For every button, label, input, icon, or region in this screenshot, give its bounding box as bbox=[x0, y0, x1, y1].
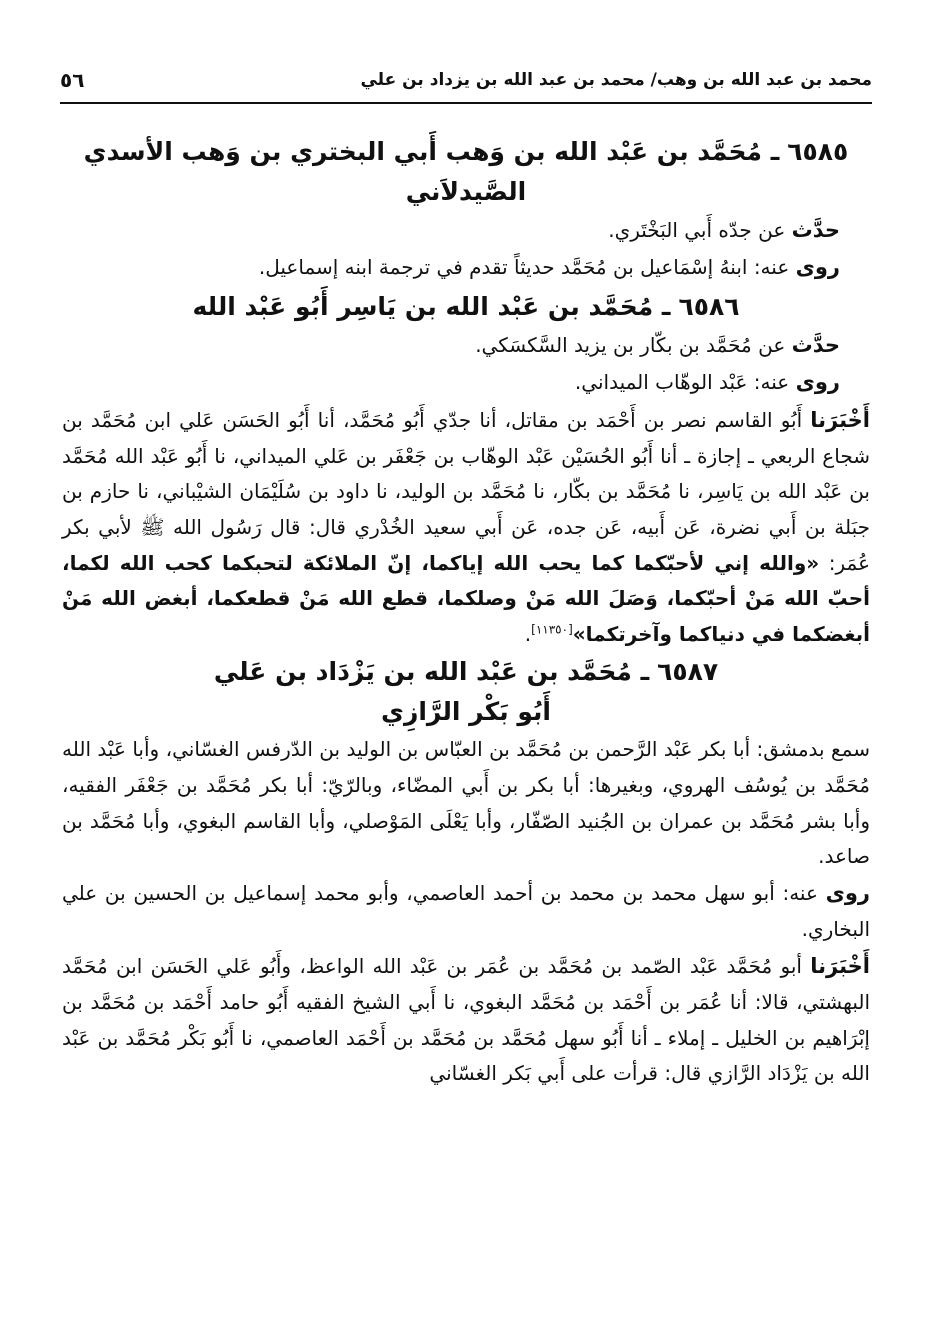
footnote-ref: [١١٣٥٠] bbox=[531, 622, 573, 637]
page-header bbox=[60, 58, 872, 104]
entry-number: ٦٥٨٧ bbox=[657, 657, 719, 687]
entry-title: ٦٥٨٧ـ مُحَمَّد بن عَبْد الله بن يَزْدَاد بن عَلي bbox=[213, 657, 719, 687]
haddath-line bbox=[62, 212, 870, 249]
entry-subtitle: أَبُو بَكْر الرَّازِي bbox=[381, 697, 551, 727]
haddath-label: حدَّث bbox=[791, 218, 840, 242]
entry-name: مُحَمَّد بن عَبْد الله بن يَزْدَاد بن عَلي bbox=[213, 657, 632, 687]
rawa-line bbox=[62, 875, 870, 948]
entry-name: مُحَمَّد بن عَبْد الله بن يَاسِر أَبُو عَبْد الله bbox=[192, 291, 654, 321]
page-number: ٥٦ bbox=[60, 68, 85, 92]
entry-number: ٦٥٨٦ bbox=[678, 291, 740, 321]
rawa-text: عنه: ابنهُ إسْمَاعيل بن مُحَمَّد حديثاً تقدم في ترجمة ابنه إسماعيل. bbox=[258, 255, 790, 280]
akhbarana-label: أَخْبَرَنا bbox=[810, 407, 871, 432]
rawa-line bbox=[62, 364, 870, 401]
rawa-text: عنه: عَبْد الوهّاب الميداني. bbox=[574, 370, 790, 395]
hadith-quote: «والله إني لأحبّكما كما يحب الله إياكما، إنّ الملائكة لتحبكما كحب الله لكما، أحبّ الله مَنْ أحبّكما، وَصَلَ الله مَنْ وصلكما، قطع الله مَنْ قطعكما، أبغض الله مَنْ أبغضكما في دنياكما وآخرتكما» bbox=[62, 550, 870, 646]
rawa-label: روى bbox=[795, 370, 840, 395]
haddath-line bbox=[62, 327, 870, 364]
page-body bbox=[62, 132, 870, 1092]
entry-name: مُحَمَّد بن عَبْد الله بن وَهب أَبي البختري بن وَهب الأسدي الصَّيدلاَني bbox=[83, 137, 763, 206]
entry-title: ٦٥٨٦ـ مُحَمَّد بن عَبْد الله بن يَاسِر أَبُو عَبْد الله bbox=[192, 291, 740, 321]
sami-paragraph: سمع بدمشق: أبا بكر عَبْد الرَّحمن بن مُحَمَّد بن العبّاس بن الوليد بن الدّرفس الغسّاني، وأبا عَبْد الله مُحَمَّد بن يُوسُف الهروي، وبغيرها: أبا بكر بن أَبي المضّاء، وبالرّيّ: أبا بكر مُحَمَّد بن جَعْفَر الفقيه، وأبا بشر مُحَمَّد بن عمران بن الجُنيد الصّفّار، وأبا يَعْلَى المَوْصلي، وأبا القاسم البغوي، وأبا مُحَمَّد بن صاعد. bbox=[62, 737, 870, 869]
rawa-label: روى bbox=[825, 880, 870, 905]
entry-title: ٦٥٨٥ـ مُحَمَّد بن عَبْد الله بن وَهب أَبي البختري بن وَهب الأسدي الصَّيدلاَني bbox=[83, 137, 849, 206]
akhbarana-paragraph bbox=[62, 948, 870, 1092]
entry-number: ٦٥٨٥ bbox=[787, 137, 849, 166]
rawa-text: عنه: أبو سهل محمد بن محمد بن أحمد العاصمي، وأبو محمد إسماعيل بن الحسين بن علي البخاري. bbox=[62, 880, 870, 942]
rawa-line bbox=[62, 249, 870, 286]
haddath-text: عن جدّه أَبي البَخْتَري. bbox=[608, 218, 786, 242]
akhbarana-text: أبو مُحَمَّد عَبْد الصّمد بن مُحَمَّد بن عُمَر بن عَبْد الله الواعظ، وأَبُو عَلي الحَسَن ابن مُحَمَّد البهشتي، قالا: أنا عُمَر بن أَحْمَد بن مُحَمَّد البغوي، نا أَبي الشيخ الفقيه أَبُو حامد أَحْمَد بن مُحَمَّد بن إبْرَاهيم بن الخليل ـ إملاء ـ أنا أَبُو سهل مُحَمَّد بن مُحَمَّد بن أَحْمَد العاصمي، نا أَبُو بَكْر مُحَمَّد بن عَبْد الله بن يَزْدَاد الرَّازي قال: قرأت على أَبي بَكر الغسّاني bbox=[62, 953, 870, 1086]
akhbarana-label: أَخْبَرَنا bbox=[810, 953, 870, 978]
akhbarana-paragraph: أَخْبَرَنا أَبُو القاسم نصر بن أَحْمَد بن مقاتل، أنا جدّي أَبُو مُحَمَّد، أنا أَبُو الحَسَن عَلي ابن مُحَمَّد بن شجاع الربعي ـ إجازة ـ أنا أَبُو الحُسَيْن عَبْد الوهّاب بن جَعْفَر بن عَلي الميداني، نا أَبُو عَبْد الله مُحَمَّد بن عَبْد الله بن يَاسِر، نا مُحَمَّد بن بكّار، نا مُحَمَّد بن الوليد، نا داود بن سُلَيْمَان الشيْباني، نا حازم بن جبَلة بن أَبي نضرة، عَن أَبيه، عَن جده، عَن أَبي سعيد الخُدْري قال: قال رَسُول الله ﷺ لأبي بكر عُمَر: «والله إني لأحبّكما كما يحب الله إياكما، إنّ الملائكة لتحبكما كحب الله لكما، أحبّ الله مَنْ أحبّكما، وَصَلَ الله مَنْ وصلكما، قطع الله مَنْ قطعكما، أبغض الله مَنْ أبغضكما في دنياكما وآخرتكما»[١١٣٥٠]. bbox=[62, 407, 871, 646]
haddath-label: حدَّث bbox=[791, 332, 840, 357]
rawa-label: روى bbox=[795, 255, 840, 280]
haddath-text: عن مُحَمَّد بن بكّار بن يزيد السَّكسَكي. bbox=[475, 332, 786, 357]
akhbarana-text: أَبُو القاسم نصر بن أَحْمَد بن مقاتل، أنا جدّي أَبُو مُحَمَّد، أنا أَبُو الحَسَن عَلي ابن مُحَمَّد بن شجاع الربعي ـ إجازة ـ أنا أَبُو الحُسَيْن عَبْد الوهّاب بن جَعْفَر بن عَلي الميداني، نا أَبُو عَبْد الله مُحَمَّد بن عَبْد الله بن يَاسِر، نا مُحَمَّد بن بكّار، نا مُحَمَّد بن الوليد، نا داود بن سُلَيْمَان الشيْباني، نا حازم بن جبَلة بن أَبي نضرة، عَن أَبيه، عَن جده، عَن أَبي سعيد الخُدْري قال: قال رَسُول الله ﷺ لأبي بكر عُمَر: bbox=[62, 407, 871, 575]
running-title: محمد بن عبد الله بن وهب/ محمد بن عبد الله بن يزداد بن علي bbox=[360, 70, 872, 90]
